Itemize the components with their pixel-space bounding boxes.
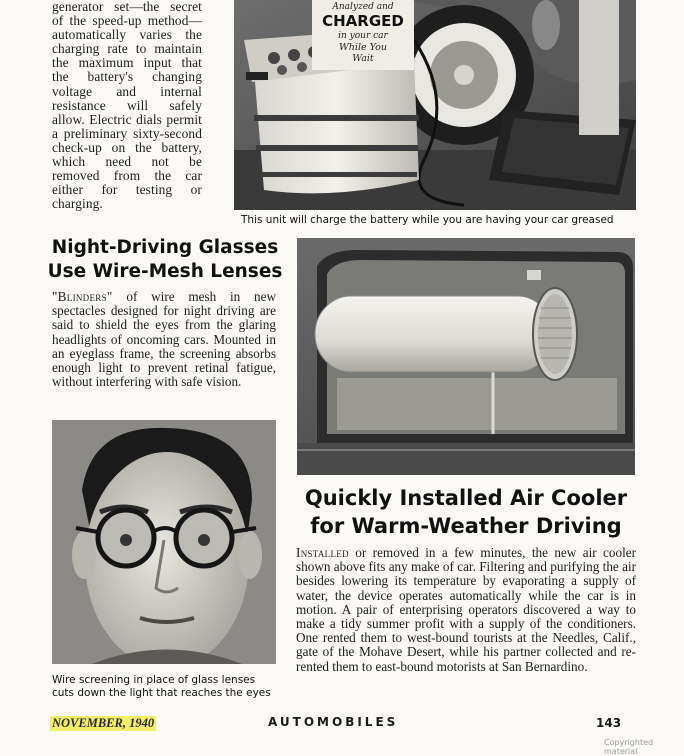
portrait-caption-line2: cuts down the light that reaches the eyes [52,687,271,699]
glasses-portrait-photo [52,420,276,664]
footer-date [50,716,156,731]
cooler-body: or removed in a few minutes, the new air cooler shown above fits any make of car. Filtering and purifying the air besides lowering its temperature by evaporating a supply of water, the device operates automatically while the car is in motion. A pair of enterprising operators discovered a way to make a tidy summer profit with a supply of the conditioners. One rented them to west-bound tourists at the Needles, Calif., gate of the Mohave Desert, while his partner collected and re-rented them to east-bound motorists at San Bernardino. [296,545,636,674]
glasses-headline-line2: Use Wire-Mesh Lenses [47,261,283,282]
charger-sign-line2: CHARGED [322,12,404,30]
cooler-headline [296,484,636,540]
cooler-body-text [296,546,636,674]
cooler-headline-line1: Quickly Installed Air Cooler [304,486,628,510]
footer-date-text: NOVEMBER, 1940 [52,716,155,730]
glasses-headline-line1: Night-Driving Glasses [51,237,279,258]
glasses-headline [42,236,288,284]
charger-sign-line3: in your car [338,31,388,41]
cooler-lead-word: Installed [296,545,349,560]
battery-charger-illustration [234,0,636,210]
portrait-caption-line1: Wire screening in place of glass lenses [52,674,256,686]
glasses-body-text [52,290,276,389]
glasses-body: of wire mesh in new spectacles designed for night driving are said to shield the eyes from the glaring headlights of oncoming cars. Mounted in an eyeglass frame, the screening absorbs enough light to prevent retinal fatigue, without interfering with safe vision. [52,289,276,390]
air-cooler-photo [297,238,635,475]
footer-copyright: Copyrighted material [604,738,654,756]
footer-page-number: 143 [596,716,622,730]
charger-photo-caption: This unit will charge the battery while you are having your car greased [241,214,614,226]
charger-sign-line5: Wait [352,53,374,64]
cooler-headline-line2: for Warm-Weather Driving [310,514,622,538]
footer-section: AUTOMOBILES [268,715,399,729]
intro-column [52,0,202,211]
glasses-lead-word: "Blinders" [52,289,113,304]
wire-mesh-glasses-illustration [52,420,276,664]
battery-charger-photo [234,0,636,210]
charger-sign-line1: Analyzed and [332,2,394,12]
charger-sign-line4: While You [339,42,387,53]
intro-text: generator set—the secret of the speed-up method—automatically varies the charging rate to maintain the maximum input that the battery's changing voltage and internal resistance will safely allow. Electric dials permit a preliminary sixty-second check-up on the battery, which need not be removed from the car either for testing or charging. [52,0,202,212]
air-cooler-illustration [297,238,635,475]
